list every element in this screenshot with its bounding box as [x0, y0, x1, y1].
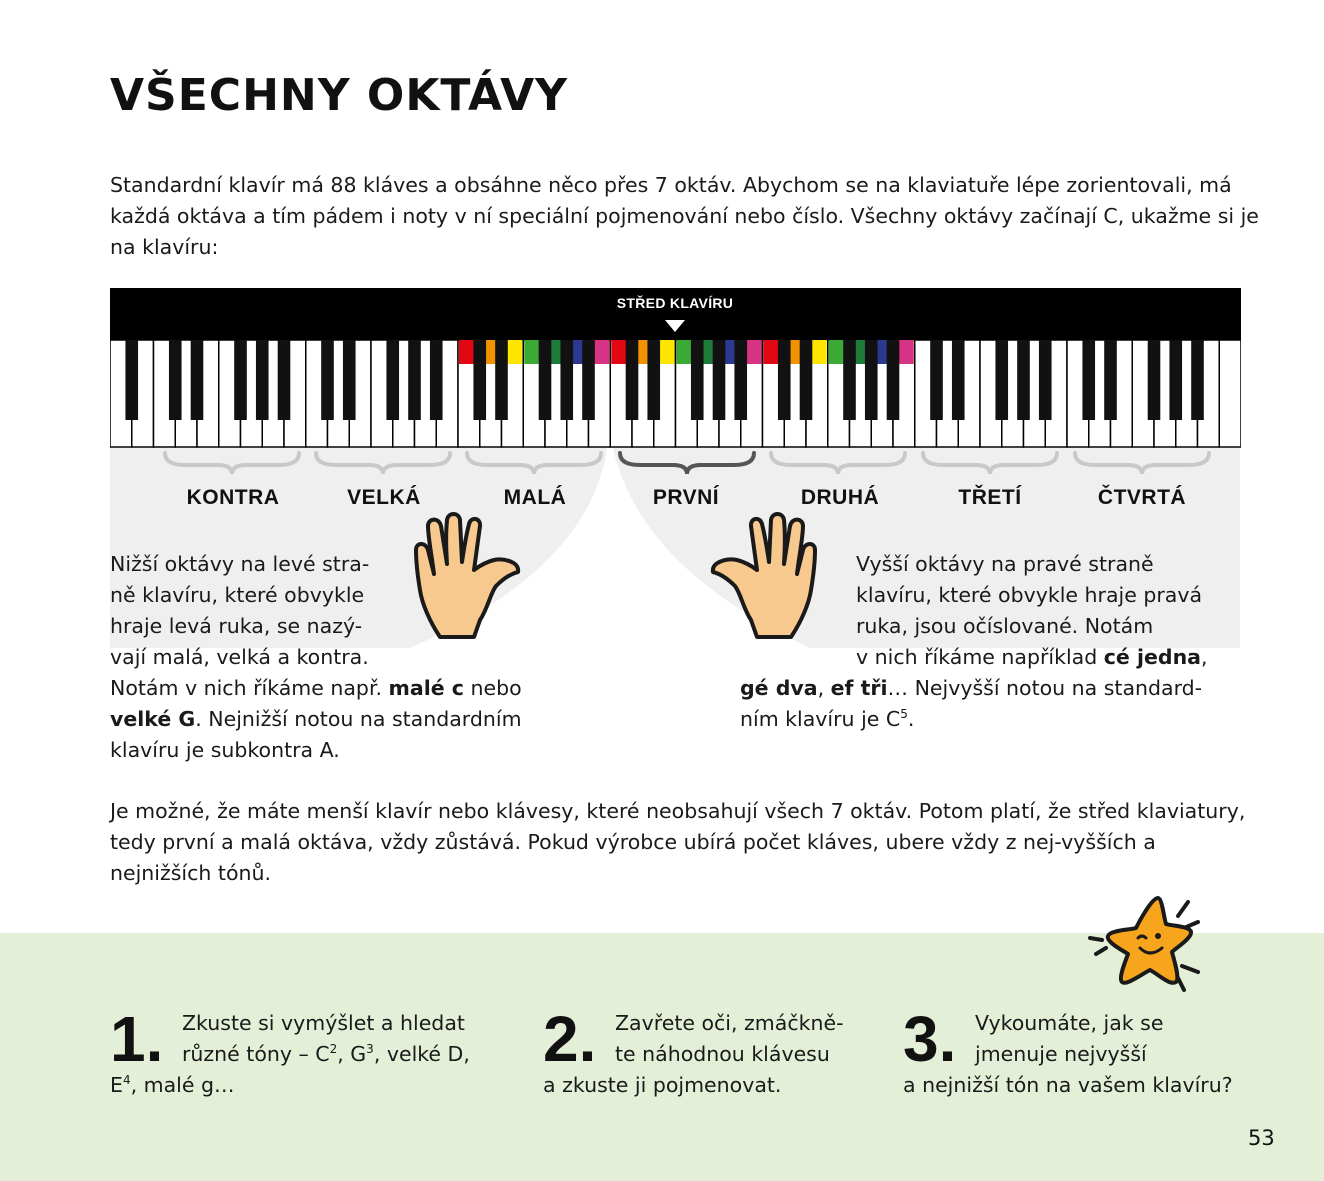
- task-1: [110, 1003, 510, 1101]
- star-icon: [1078, 888, 1208, 998]
- black-key: [386, 340, 399, 420]
- octave-label-mala: MALÁ: [503, 486, 567, 509]
- task-text: jmenuje nejvyšší: [975, 1042, 1147, 1066]
- right-text-line: v nich říkáme například cé jedna,: [856, 645, 1208, 669]
- left-text-line: hraje levá ruka, se nazý-: [110, 614, 363, 638]
- piano-keyboard: [110, 288, 1241, 448]
- task-number: 3.: [903, 1003, 957, 1075]
- black-key: [865, 340, 878, 420]
- octave-label-treti: TŘETÍ: [958, 486, 1022, 509]
- octave-label-prvni: PRVNÍ: [652, 486, 720, 509]
- task-text: a nejnižší tón na vašem klavíru?: [903, 1073, 1233, 1097]
- black-key: [560, 340, 573, 420]
- black-key: [473, 340, 486, 420]
- task-number: 1.: [110, 1003, 164, 1075]
- right-text-line: Vyšší oktávy na pravé straně: [856, 552, 1154, 576]
- white-key: [1219, 340, 1241, 447]
- black-key: [713, 340, 726, 420]
- black-key: [1039, 340, 1052, 420]
- outro-paragraph: Je možné, že máte menší klavír nebo klávesy, které neobsahují všech 7 oktáv. Potom platí, že střed klaviatury, tedy první a malá oktáva, vždy zůstává. Pokud výrobce ubírá počet kláves, ubere vždy z nej-vyšších a nejnižších tónů.: [110, 799, 1246, 885]
- center-label: STŘED KLAVÍRU: [616, 295, 734, 311]
- black-key: [1017, 340, 1030, 420]
- task-text: a zkuste ji pojmenovat.: [543, 1073, 782, 1097]
- page-title: VŠECHNY OKTÁVY: [110, 70, 568, 121]
- left-text-line: velké G. Nejnižší notou na standardním: [110, 707, 522, 731]
- task-2: [543, 1003, 883, 1101]
- octave-label-druha: DRUHÁ: [800, 486, 880, 509]
- black-key: [778, 340, 791, 420]
- left-text-line: klavíru je subkontra A.: [110, 738, 340, 762]
- black-key: [169, 340, 182, 420]
- black-key: [952, 340, 965, 420]
- task-3: [903, 1003, 1263, 1101]
- task-text: Vykoumáte, jak se: [975, 1011, 1164, 1035]
- right-text-line: ruka, jsou očíslované. Notám: [856, 614, 1154, 638]
- left-octaves-text: [110, 549, 560, 766]
- task-number: 2.: [543, 1003, 597, 1075]
- octave-braces: [0, 448, 1324, 488]
- black-key: [930, 340, 943, 420]
- right-text-line: klavíru, které obvykle hraje pravá: [856, 583, 1203, 607]
- black-key: [1104, 340, 1117, 420]
- black-key: [408, 340, 421, 420]
- task-text: různé tóny – $C^2$, $G^3$, velké D,: [182, 1042, 470, 1066]
- right-text-line: gé dva, ef tři… Nejvyšší notou na standard-: [740, 676, 1203, 700]
- octave-label-velka: VELKÁ: [347, 486, 421, 509]
- black-key: [321, 340, 334, 420]
- intro-paragraph: Standardní klavír má 88 kláves a obsáhne něco přes 7 oktáv. Abychom se na klaviatuře lépe zorientovali, má každá oktáva a tím pádem i noty v ní speciální pojmenování nebo číslo. Všechny oktávy začínají C, ukažme si je na klavíru:: [110, 173, 1259, 259]
- black-key: [626, 340, 639, 420]
- black-key: [495, 340, 508, 420]
- black-key: [278, 340, 291, 420]
- task-text: Zavřete oči, zmáčkně-: [615, 1011, 844, 1035]
- black-key: [800, 340, 813, 420]
- black-key: [1148, 340, 1161, 420]
- left-text-line: Notám v nich říkáme např. malé c nebo: [110, 676, 522, 700]
- black-key: [343, 340, 356, 420]
- black-key: [539, 340, 552, 420]
- octave-label-ctvrta: ČTVRTÁ: [1097, 486, 1187, 509]
- task-text: $E^4$, malé g…: [110, 1073, 235, 1097]
- page-number: 53: [1248, 1126, 1275, 1150]
- black-key: [1191, 340, 1204, 420]
- task-text: Zkuste si vymýšlet a hledat: [182, 1011, 465, 1035]
- black-key: [125, 340, 138, 420]
- octave-label-kontra: KONTRA: [186, 486, 280, 509]
- right-octaves-text: [740, 549, 1240, 735]
- black-key: [647, 340, 660, 420]
- left-text-line: ně klavíru, které obvykle: [110, 583, 365, 607]
- center-arrow-icon: [665, 320, 685, 332]
- black-key: [256, 340, 269, 420]
- black-key: [995, 340, 1008, 420]
- black-key: [191, 340, 204, 420]
- right-text-line: ním klavíru je $C^5$.: [740, 707, 915, 731]
- black-key: [734, 340, 747, 420]
- black-key: [234, 340, 247, 420]
- black-key: [1082, 340, 1095, 420]
- black-key: [582, 340, 595, 420]
- black-key: [1169, 340, 1182, 420]
- black-key: [430, 340, 443, 420]
- black-key: [887, 340, 900, 420]
- left-text-line: Nižší oktávy na levé stra-: [110, 552, 370, 576]
- black-key: [691, 340, 704, 420]
- black-key: [843, 340, 856, 420]
- task-text: te náhodnou klávesu: [615, 1042, 830, 1066]
- left-text-line: vají malá, velká a kontra.: [110, 645, 369, 669]
